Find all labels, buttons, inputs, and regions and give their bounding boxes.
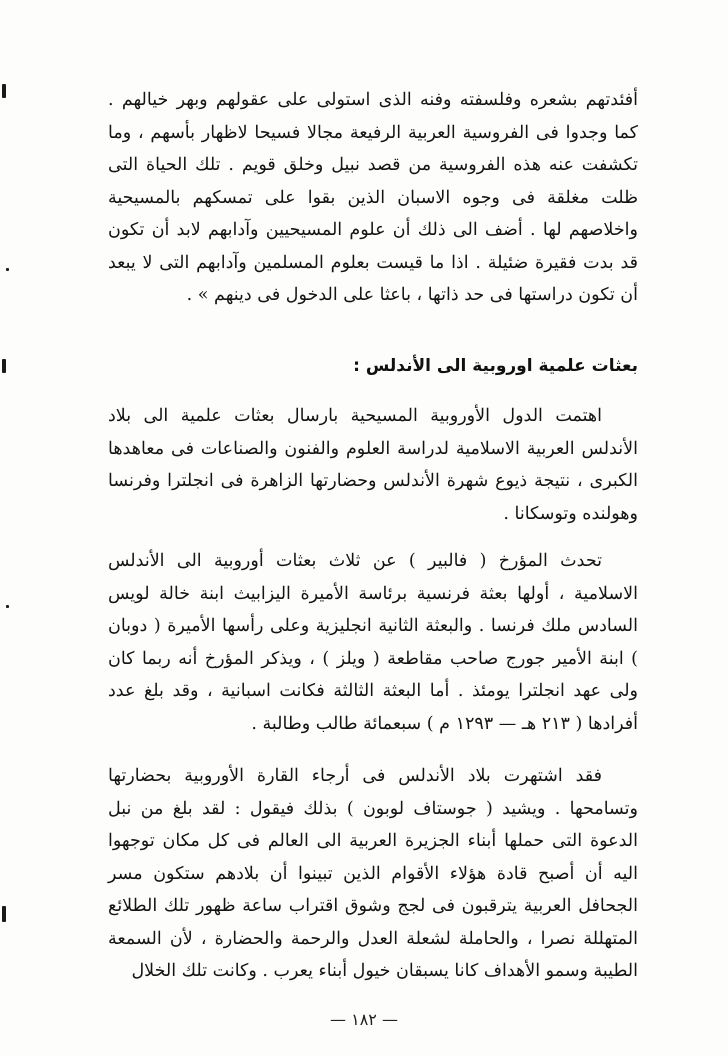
paragraph-4: فقد اشتهرت بلاد الأندلس فى أرجاء القارة الأوروبية بحضارتها وتسامحها . ويشيد ( جوستاف لوبون ) بذلك فيقول : لقد بلغ من نبل الدعوة التى حملها أبناء الجزيرة العربية الى العالم فى كل مكان توجهوا اليه أن أصبح قادة هؤلاء الأقوام الذين تبينوا أن بلادهم ستكون مسر الجحافل العربية يترقبون فى لجج وشوق اقتراب ساعة ظهور تلك الطلائع المتهللة نصرا ، والحاملة لشعلة العدل والرحمة والحضارة ، لأن السمعة الطيبة وسمو الأهداف كانا يسبقان خيول أبناء يعرب . وكانت تلك الخلال [108,766,638,981]
scan-mark-left-dot-2 [6,605,9,608]
body-text-lebon [108,760,638,988]
page-number: — ١٨٢ — [330,1010,398,1029]
scan-mark-left-middle [2,359,6,373]
section-heading: بعثات علمية اوروبية الى الأندلس : [353,356,638,376]
scan-mark-left-dot-1 [6,268,9,271]
paragraph-3: تحدث المؤرخ ( فالبير ) عن ثلاث بعثات أوروبية الى الأندلس الاسلامية ، أولها بعثة فرنسية برئاسة الأميرة اليزابيث ابنة خالة لويس السادس ملك فرنسا . والبعثة الثانية انجليزية وعلى رأسها الأميرة ( دوبان ) ابنة الأمير جورج صاحب مقاطعة ( ويلز ) ، ويذكر المؤرخ أنه ربما كان ولى عهد انجلترا يومئذ . أما البعثة الثالثة فكانت اسبانية ، وقد بلغ عدد أفرادها ( ٢١٣ هـ — ١٢٩٣ م ) سبعمائة طالب وطالبة . [108,551,638,734]
body-text-mission [108,545,638,740]
body-text-section [108,400,638,530]
paragraph-2: اهتمت الدول الأوروبية المسيحية بارسال بعثات علمية الى بلاد الأندلس العربية الاسلامية لدراسة العلوم والفنون والصناعات فى معاهدها الكبرى ، نتيجة ذيوع شهرة الأندلس وحضارتها الزاهرة فى انجلترا وفرنسا وهولنده وتوسكانا . [108,406,638,524]
scan-mark-left-top [2,84,6,98]
body-text-top [108,84,638,312]
scan-mark-left-lower [2,906,6,922]
paragraph-1: أفئدتهم بشعره وفلسفته وفنه الذى استولى على عقولهم وبهر خيالهم . كما وجدوا فى الفروسية العربية الرفيعة مجالا فسيحا لاظهار بأسهم ، وما تكشفت عنه هذه الفروسية من قصد نبيل وخلق قويم . تلك الحياة التى ظلت مغلقة فى وجوه الاسبان الذين بقوا على تمسكهم بالمسيحية واخلاصهم لها . أضف الى ذلك أن علوم المسيحيين وآدابهم لابد أن تكون قد بدت فقيرة ضئيلة . اذا ما قيست بعلوم المسلمين وآدابهم التى لا يبعد أن تكون دراستها فى حد ذاتها ، باعثا على الدخول فى دينهم » . [108,90,638,305]
